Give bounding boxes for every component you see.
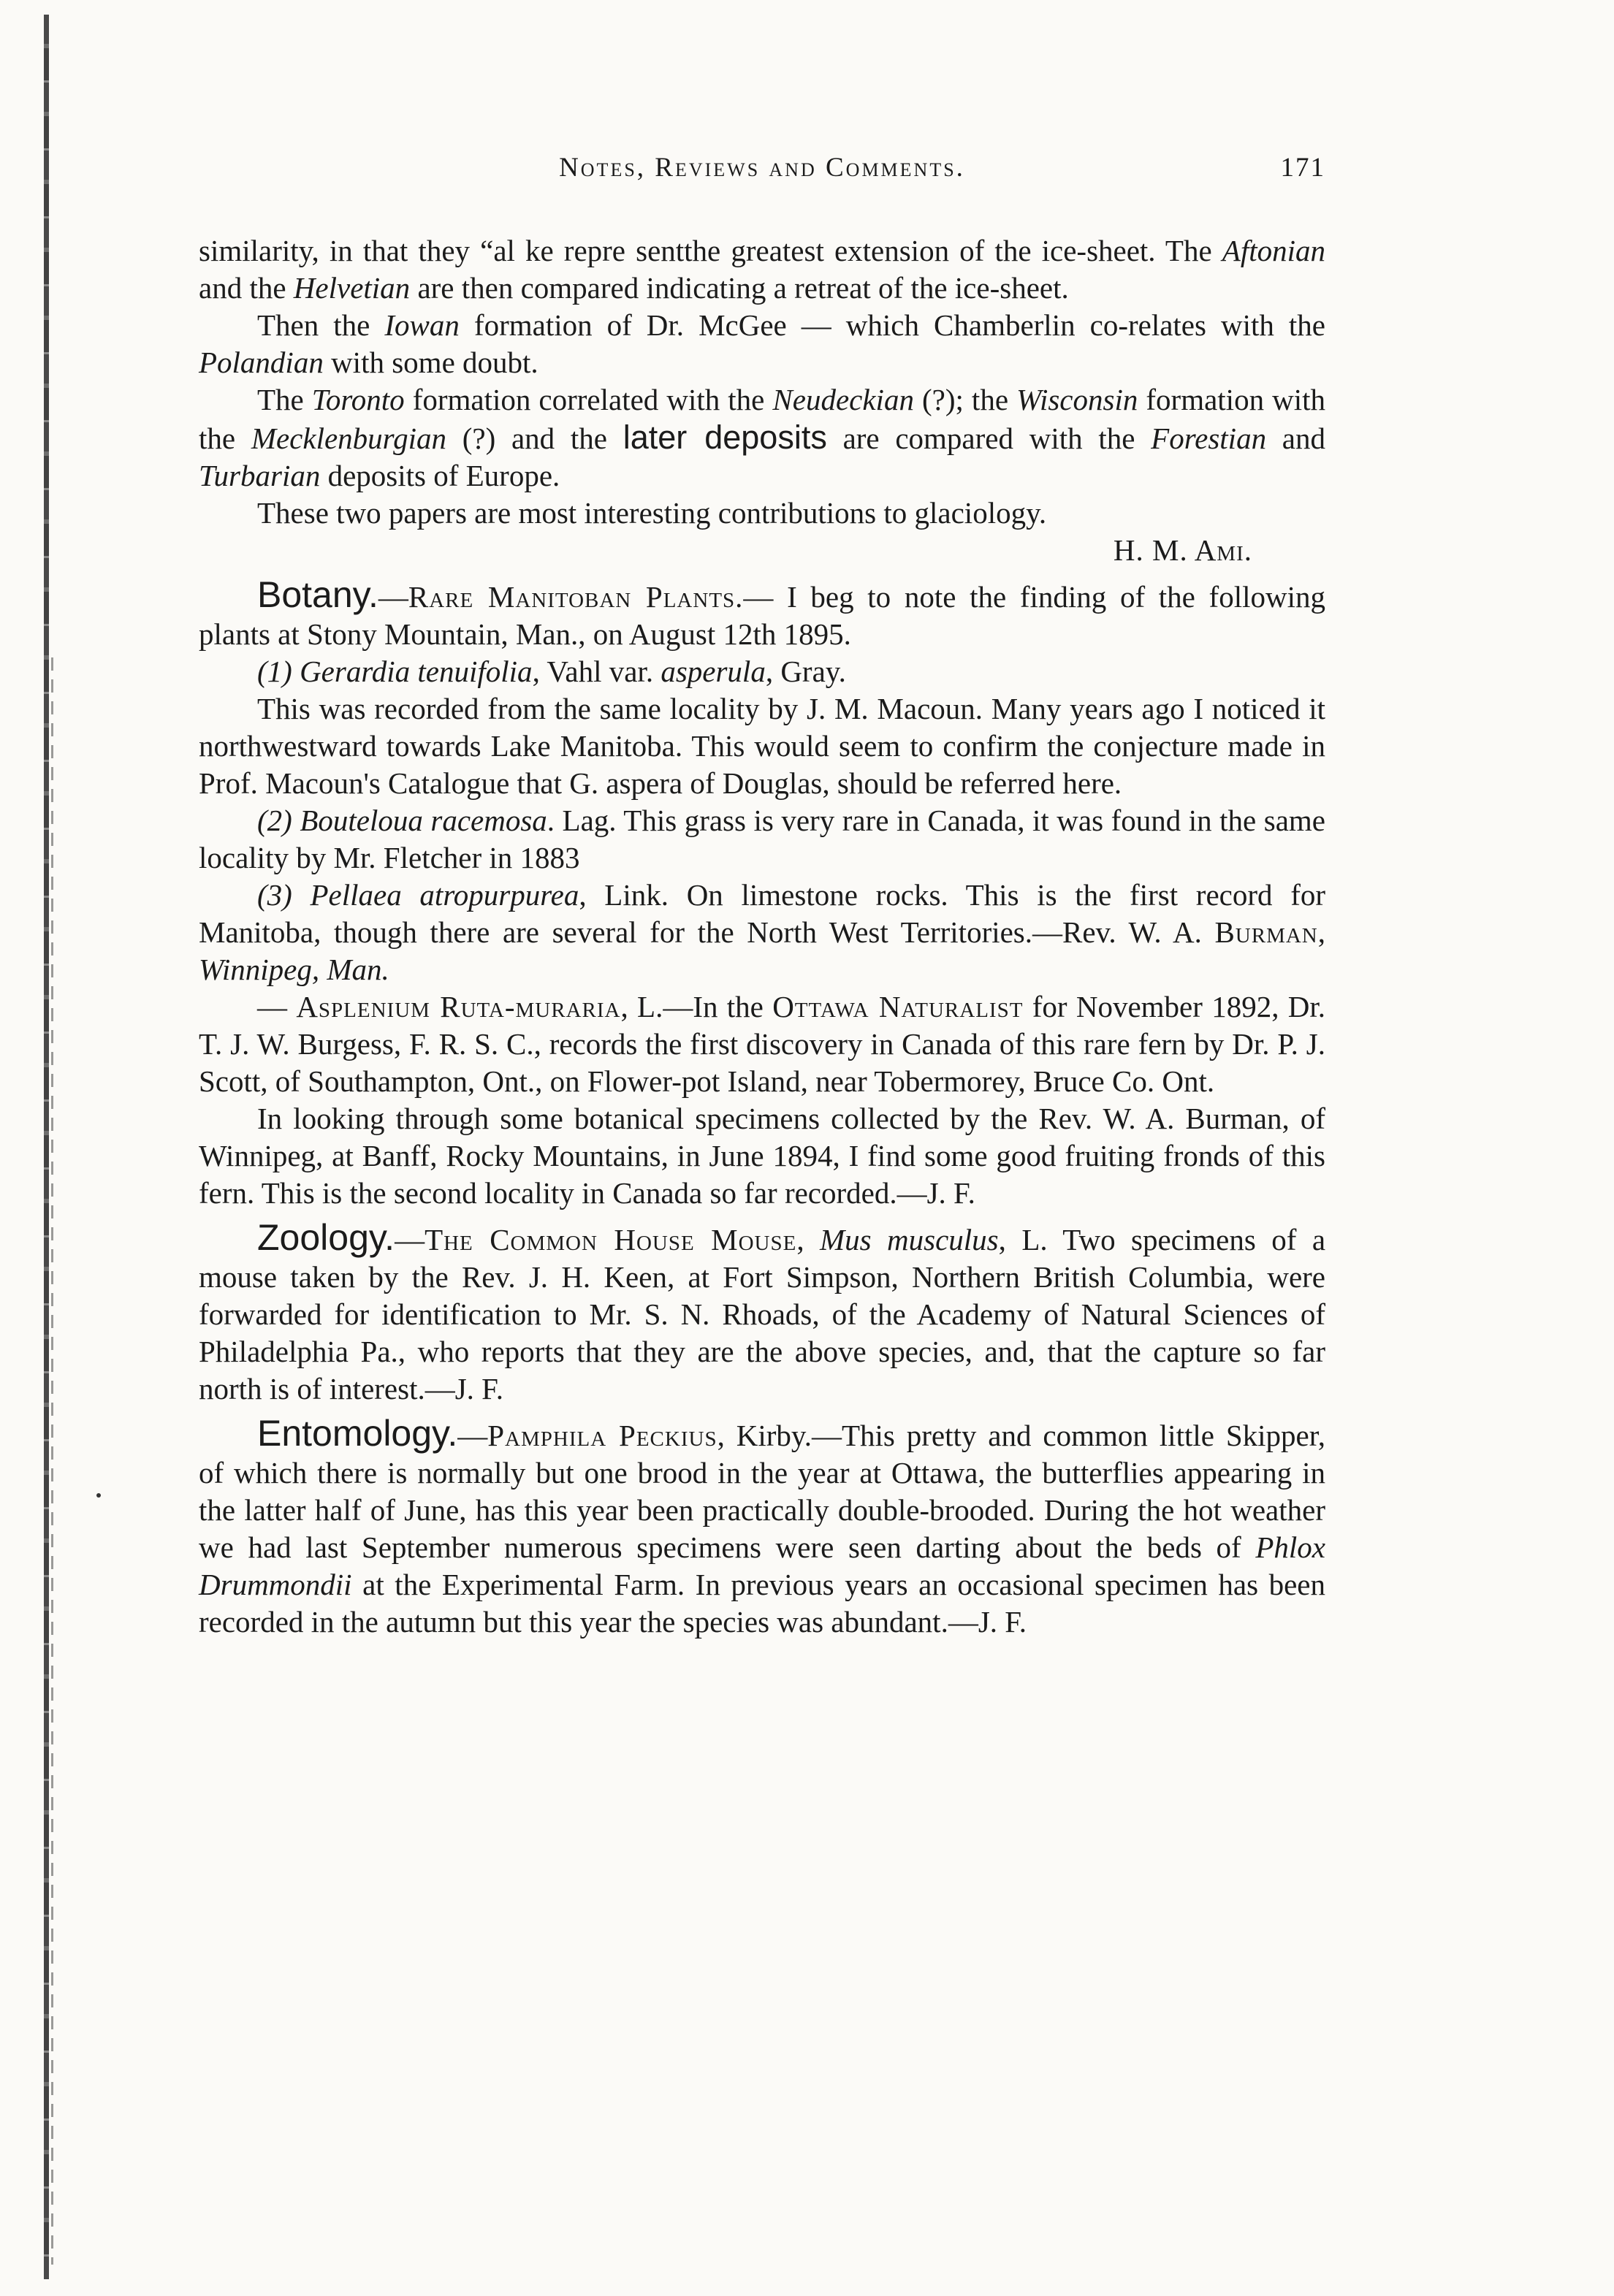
small-caps-name: Burman [1214, 915, 1318, 949]
text-run: , Gray. [765, 655, 846, 688]
entomology-paragraph [199, 1415, 1325, 1641]
item-number: (1) [257, 655, 292, 688]
italic-term: Helvetian [293, 271, 411, 305]
italic-term: Toronto [311, 383, 405, 416]
text-run: , Link. On limestone rocks. This is the first record for Manitoba, though there are several for the North West Territories.—Rev. W. A. [199, 878, 1326, 949]
italic-term: Mecklenburgian [251, 422, 446, 455]
small-caps-title: Rare Manitoban Plants. [408, 580, 744, 614]
text-run: are compared with the [826, 422, 1152, 455]
italic-term: Aftonian [1222, 234, 1325, 267]
botany-intro [199, 576, 1325, 653]
text-run: , L.—In the [620, 990, 773, 1023]
text-run: formation correlated with the [404, 383, 773, 416]
text-run: — [257, 990, 297, 1023]
section-heading-zoology: Zoology. [257, 1217, 395, 1258]
text-run: — I beg to note the finding of the following plants at Stony Mountain, Man., on August 12th 1895. [199, 580, 1325, 651]
small-caps-title: Pamphila Peckius [487, 1419, 717, 1452]
page-binding-marks [51, 657, 53, 2265]
text-run: , Kirby.—This pretty and common little Skipper, of which there is normally but one brood in the year at Ottawa, the butterflies appearing in the latter half of June, has this year been practically double-brooded. During the hot weather we had last September numerous specimens were seen darting about the beds of [199, 1419, 1326, 1564]
page-body [199, 232, 1325, 1641]
geology-paragraph-2 [199, 307, 1325, 381]
botany-item-1 [199, 653, 1325, 690]
item-number: (2) [257, 804, 292, 837]
page-edge-shadow [44, 15, 49, 2279]
text-run: — [378, 580, 408, 614]
text-run: — [395, 1223, 425, 1256]
text-run: at the Experimental Farm. In previous years an occasional specimen has been recorded in the autumn but this year the species was abundant.—J. F. [199, 1568, 1325, 1639]
geology-paragraph-3 [199, 381, 1325, 495]
italic-term: Forestian [1151, 422, 1267, 455]
section-heading-botany: Botany. [257, 574, 378, 615]
text-run: for November 1892, Dr. T. J. W. Burgess, F. R. S. C., records the first discovery in Canada of this rare fern by Dr. P. J. Scott, of Southampton, Ont., on Flower-pot Island, near Tobermorey, Bruce Co. Ont. [199, 990, 1326, 1098]
text-run: deposits of Europe. [320, 459, 560, 492]
running-header [199, 152, 1325, 188]
italic-term: Iowan [384, 308, 460, 342]
sans-term: later deposits [623, 419, 827, 456]
text-run: (?) and the [446, 422, 623, 455]
italic-term: Bouteloua racemosa [300, 804, 547, 837]
botany-asplenium [199, 988, 1325, 1100]
italic-term: Wisconsin [1016, 383, 1138, 416]
page-number: 171 [1280, 153, 1325, 183]
text-run: with some doubt. [323, 346, 538, 379]
item-number: (3) [257, 878, 292, 912]
text-run: (?); the [913, 383, 1017, 416]
text-run: , Vahl var. [532, 655, 661, 688]
text-run: The [257, 383, 312, 416]
section-heading-entomology: Entomology. [257, 1413, 458, 1454]
text-run: Then the [257, 308, 385, 342]
small-caps-title: Asplenium Ruta-muraria [296, 990, 621, 1023]
text-run: — [457, 1419, 488, 1452]
italic-term: Gerardia tenuifolia [300, 655, 533, 688]
botany-item-1-note: This was recorded from the same locality by J. M. Macoun. Many years ago I noticed it northwestward towards Lake Manitoba. This would seem to confirm the conjecture made in Prof. Macoun's Catalogue that G. aspera of Douglas, should be referred here. [199, 692, 1325, 800]
text-run: , [1317, 915, 1325, 949]
text-run: , L. Two specimens of a mouse taken by the Rev. J. H. Keen, at Fort Simpson, Northern British Columbia, were forwarded for identification to Mr. S. N. Rhoads, of the Academy of Natural Sciences of Philadelphia Pa., who reports that they are the above species, and, that the capture so far north is of interest.—J. F. [199, 1223, 1326, 1406]
text-run: . Lag. This grass is very rare in Canada, it was found in the same locality by Mr. Fletcher in 1883 [199, 804, 1325, 874]
text-run: , [796, 1223, 820, 1256]
text-run: formation with the [199, 383, 1326, 455]
running-title: Notes, Reviews and Comments. [559, 153, 965, 183]
italic-term: Polandian [199, 346, 324, 379]
italic-term: Mus musculus [820, 1223, 999, 1256]
botany-item-2 [199, 802, 1325, 877]
italic-term: Pellaea atropurpurea [310, 878, 579, 912]
text-run: formation of Dr. McGee — which Chamberlin co-relates with the [459, 308, 1325, 342]
text-run: are then compared indicating a retreat of the ice-sheet. [410, 271, 1069, 305]
text-run: and the [199, 271, 294, 305]
text-run: and [1266, 422, 1326, 455]
italic-term: asperula [661, 655, 766, 688]
small-caps-title: The Common House Mouse [425, 1223, 797, 1256]
stray-dot [96, 1493, 101, 1498]
italic-term: Neudeckian [772, 383, 914, 416]
botany-asplenium-2: In looking through some botanical specimens collected by the Rev. W. A. Burman, of Winnipeg, at Banff, Rocky Mountains, in June 1894, I find some good fruiting fronds of this fern. This is the second locality in Canada so far recorded.—J. F. [199, 1102, 1325, 1210]
small-caps-title: Ottawa Naturalist [772, 990, 1024, 1023]
botany-item-3 [199, 877, 1325, 988]
italic-term: Turbarian [199, 459, 321, 492]
geology-paragraph-1 [199, 232, 1325, 307]
zoology-paragraph [199, 1219, 1325, 1408]
signature-ami: H. M. Ami. [1113, 533, 1252, 567]
italic-term: Winnipeg, Man. [199, 953, 389, 986]
geology-paragraph-4: These two papers are most interesting contributions to glaciology. [257, 496, 1047, 530]
italic-term: Phlox Drummondii [199, 1530, 1325, 1601]
text-run: similarity, in that they “al ke repre sentthe greatest extension of the ice-sheet. The [199, 234, 1222, 267]
